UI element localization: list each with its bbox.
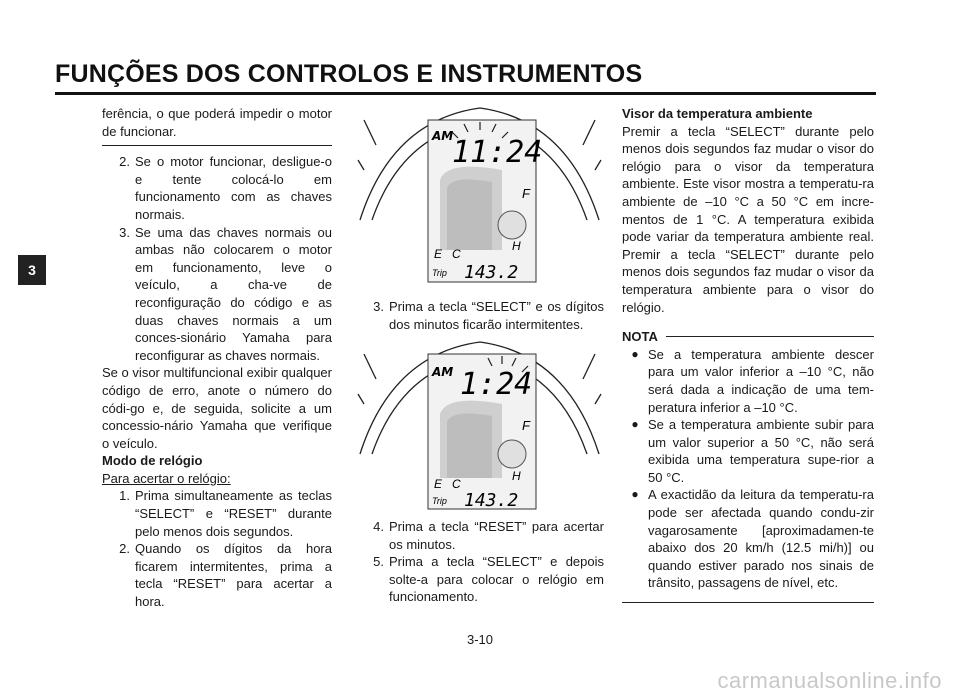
item-text: Se o motor funcionar, desligue-o e tente colocá-lo em funcionamento com as chaves normais. (135, 154, 332, 222)
bullet-text: Se a temperatura ambiente descer para um valor inferior a –10 °C, não será dada a indicação de uma tem-peratura inferior a –10 °C. (648, 346, 874, 415)
page-title: FUNÇÕES DOS CONTROLOS E INSTRUMENTOS (55, 60, 643, 88)
column-left (102, 105, 332, 611)
bullet-icon: ● (631, 487, 639, 502)
bullet-text: Se a temperatura ambiente subir para um valor superior a 50 °C, não será exibida uma temperatura supe-rior a 50 °C. (648, 417, 874, 485)
am-indicator: AM (432, 129, 454, 143)
note-end-rule (622, 602, 874, 603)
list-item (356, 298, 604, 333)
list-item (102, 153, 332, 223)
instrument-figure-minutes (352, 336, 607, 514)
fuel-full-label: F (522, 186, 530, 201)
error-code-paragraph: Se o visor multifuncional exibir qualquer código de erro, anote o número do códi-go e, de seguida, solicite a um concessio-nário Yamaha que verifique o veículo. (102, 365, 332, 451)
note-header (622, 328, 874, 346)
item-text: Se uma das chaves normais ou ambas não colocarem o motor em funcionamento, leve o veículo, a cha-ve de reconfiguração do código e as duas chaves normais a um conces-sionário Yamaha para reconfigurar as chaves normais. (135, 224, 332, 363)
watermark: carmanualsonline.info (717, 668, 942, 693)
bullet-icon: ● (631, 417, 639, 432)
item-text: Prima a tecla “SELECT” e os dígitos dos minutos ficarão intermitentes. (389, 299, 604, 332)
item-text: Quando os dígitos da hora ficarem intermitentes, prima a tecla “RESET” para acertar a hora. (135, 541, 332, 610)
column-middle-lower (356, 518, 604, 606)
note-bullet (622, 416, 874, 486)
list-item (102, 224, 332, 365)
clock-digits: 1:24 (460, 367, 533, 402)
temp-cold-label: C (452, 247, 461, 261)
title-rule (55, 92, 876, 95)
bullet-text: A exactidão da leitura da temperatu-ra pode ser afectada quando condu-zir vagarosamente [aproximadamen-te abaixo dos 20 km/h (12.5 mi/h)] ou quando estiver parado nos sinais de trânsito, passagens de nível, etc. (648, 487, 874, 591)
ambient-temp-heading: Visor da temperatura ambiente (622, 106, 813, 121)
temp-hot-label: H (512, 469, 521, 483)
instrument-figure-hour (352, 100, 607, 288)
note-bullet (622, 346, 874, 416)
bullet-icon: ● (631, 346, 639, 361)
item-number: 2. (119, 541, 130, 557)
clock-mode-heading: Modo de relógio (102, 453, 203, 469)
chapter-tab: 3 (18, 255, 46, 285)
note-bullet (622, 486, 874, 592)
am-indicator: AM (432, 365, 454, 379)
clock-set-subheading: Para acertar o relógio: (102, 470, 231, 486)
item-number: 5. (373, 554, 384, 570)
list-item (102, 540, 332, 610)
list-item (356, 553, 604, 606)
page-number: 3-10 (466, 632, 494, 647)
column-middle (356, 298, 604, 333)
item-number: 3. (373, 299, 384, 314)
item-number: 4. (373, 519, 384, 534)
temp-cold-label: C (452, 477, 461, 491)
item-number: 3. (119, 224, 130, 240)
trip-value: 143.2 (464, 262, 519, 283)
fuel-empty-label: E (434, 247, 443, 261)
section-rule (102, 145, 332, 146)
item-text: Prima a tecla “SELECT” e depois solte-a para colocar o relógio em funcionamento. (389, 554, 604, 605)
temp-hot-label: H (512, 239, 521, 253)
ambient-temp-paragraph: Premir a tecla “SELECT” durante pelo menos dois segundos faz mudar o visor do relógio para o visor da temperatura ambiente. Este visor mostra a temperatu-ra ambiente de –10 °C a 50 °C em incre-mentos de 1 °C. A temperatura exibida pode variar da temperatura ambiente real. Premir a tecla “SELECT” durante pelo menos dois segundos faz mudar o visor da temperatura ambiente para o visor do relógio. (622, 123, 874, 315)
trip-value: 143.2 (464, 490, 519, 511)
intro-text: ferência, o que poderá impedir o motor de funcionar. (102, 106, 332, 139)
trip-label: Trip (432, 268, 447, 278)
trip-label: Trip (432, 496, 447, 506)
fuel-full-label: F (522, 418, 530, 433)
item-number: 1. (119, 488, 130, 504)
list-item (102, 487, 332, 540)
clock-digits: 11:24 (452, 135, 543, 170)
column-right (622, 105, 874, 603)
list-item (356, 518, 604, 553)
note-label: NOTA (622, 329, 658, 345)
item-text: Prima simultaneamente as teclas “SELECT” e “RESET” durante pelo menos dois segundos. (135, 488, 332, 539)
fuel-empty-label: E (434, 477, 443, 491)
item-text: Prima a tecla “RESET” para acertar os minutos. (389, 519, 604, 552)
item-number: 2. (119, 154, 130, 170)
